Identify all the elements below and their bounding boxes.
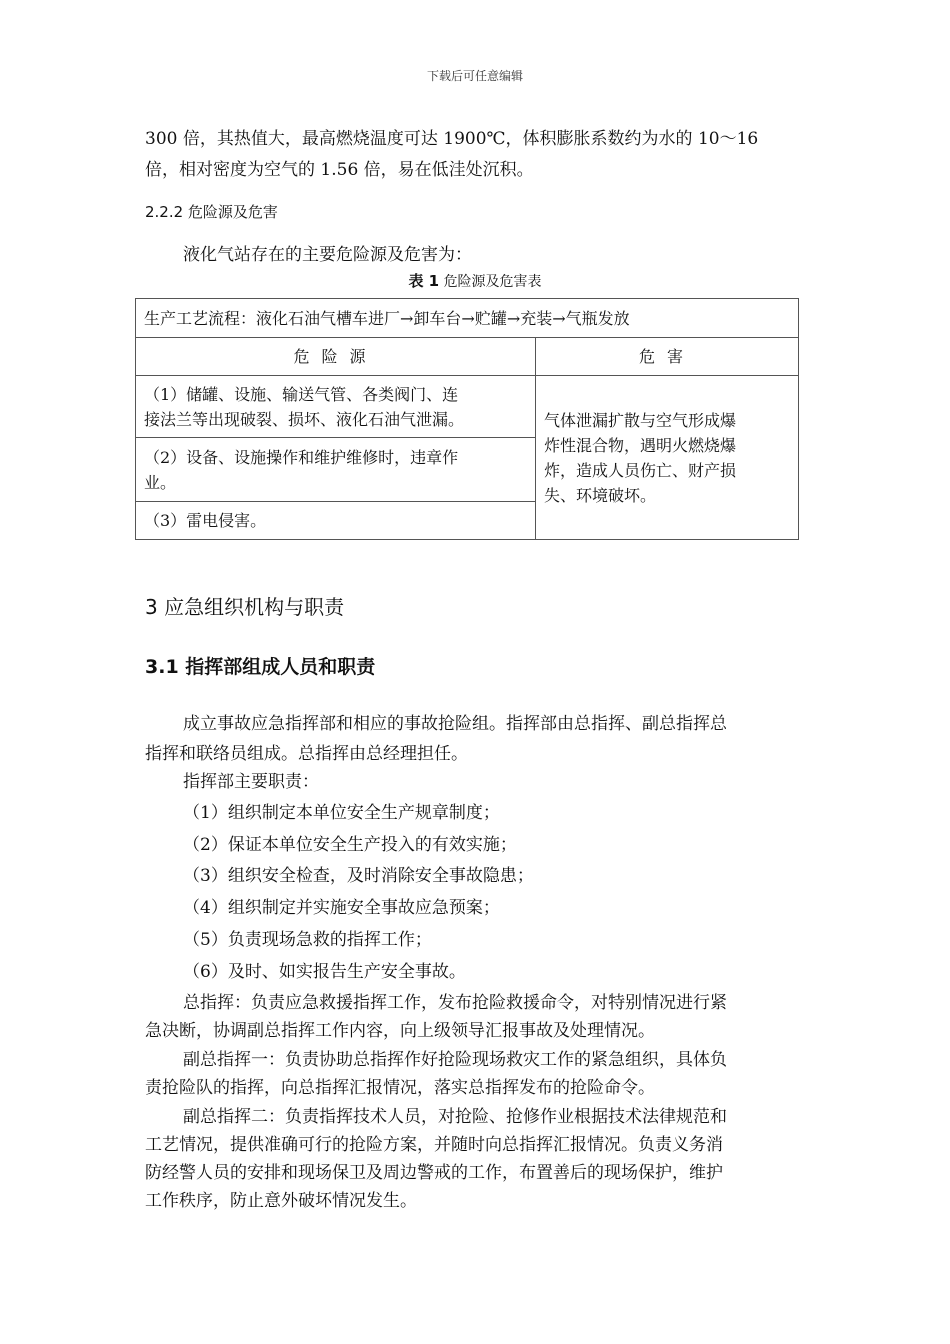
deputy1-line-2: 责抢险队的指挥，向总指挥汇报情况，落实总指挥发布的抢险命令。 xyxy=(145,1078,655,1098)
intro-line-2: 倍，相对密度为空气的 1.56 倍，易在低洼处沉积。 xyxy=(145,160,534,180)
duty-item-2: （2）保证本单位安全生产投入的有效实施； xyxy=(183,835,517,855)
table-caption xyxy=(0,270,950,291)
duty-item-1: （1）组织制定本单位安全生产规章制度； xyxy=(183,803,500,823)
process-flow-row: 生产工艺流程：液化石油气槽车进厂→卸车台→贮罐→充装→气瓶发放 xyxy=(136,299,799,338)
section-3-1-title: 3.1 指挥部组成人员和职责 xyxy=(145,656,376,678)
table-caption-text: 危险源及危害表 xyxy=(443,274,542,290)
page-header: 下载后可任意编辑 xyxy=(426,69,523,83)
section-lead: 液化气站存在的主要危险源及危害为： xyxy=(183,245,472,265)
duty-item-4: （4）组织制定并实施安全事故应急预案； xyxy=(183,898,500,918)
duties-lead: 指挥部主要职责： xyxy=(183,772,319,792)
hazard-source-2: （2）设备、设施操作和维护维修时，违章作 业。 xyxy=(136,438,536,502)
para1-line-2: 指挥和联络员组成。总指挥由总经理担任。 xyxy=(145,744,468,764)
duty-item-3: （3）组织安全检查，及时消除安全事故隐患； xyxy=(183,866,534,886)
deputy2-line-1: 副总指挥二：负责指挥技术人员，对抢险、抢修作业根据技术法律规范和 xyxy=(183,1107,727,1127)
commander-line-2: 急决断，协调副总指挥工作内容，向上级领导汇报事故及处理情况。 xyxy=(145,1021,655,1041)
duty-item-5: （5）负责现场急救的指挥工作； xyxy=(183,930,432,950)
deputy2-line-4: 工作秩序，防止意外破坏情况发生。 xyxy=(145,1191,417,1211)
para1-line-1: 成立事故应急指挥部和相应的事故抢险组。指挥部由总指挥、副总指挥总 xyxy=(183,714,727,734)
deputy2-line-3: 防经警人员的安排和现场保卫及周边警戒的工作，布置善后的现场保护，维护 xyxy=(145,1163,723,1183)
chapter-3-title: 3 应急组织机构与职责 xyxy=(145,595,345,619)
hazard-source-1: （1）储罐、设施、输送气管、各类阀门、连 接法兰等出现破裂、损坏、液化石油气泄漏。 xyxy=(136,376,536,438)
deputy1-line-1: 副总指挥一：负责协助总指挥作好抢险现场救灾工作的紧急组织，具体负 xyxy=(183,1050,727,1070)
table-caption-number: 表 1 xyxy=(408,272,440,290)
intro-line-1: 300 倍，其热值大，最高燃烧温度可达 1900℃，体积膨胀系数约为水的 10～16 xyxy=(145,129,759,149)
column-header-harm: 危害 xyxy=(536,338,799,376)
hazard-harm-cell: 气体泄漏扩散与空气形成爆 炸性混合物，遇明火燃烧爆 炸，造成人员伤亡、财产损 失、环境破坏。 xyxy=(536,376,799,540)
commander-line-1: 总指挥：负责应急救援指挥工作，发布抢险救援命令，对特别情况进行紧 xyxy=(183,993,727,1013)
column-header-source: 危险源 xyxy=(136,338,536,376)
duty-item-6: （6）及时、如实报告生产安全事故。 xyxy=(183,962,466,982)
hazard-table xyxy=(135,298,799,540)
deputy2-line-2: 工艺情况，提供准确可行的抢险方案，并随时向总指挥汇报情况。负责义务消 xyxy=(145,1135,723,1155)
hazard-source-3: （3）雷电侵害。 xyxy=(136,502,536,540)
section-heading-2-2-2: 2.2.2 危险源及危害 xyxy=(145,203,278,221)
